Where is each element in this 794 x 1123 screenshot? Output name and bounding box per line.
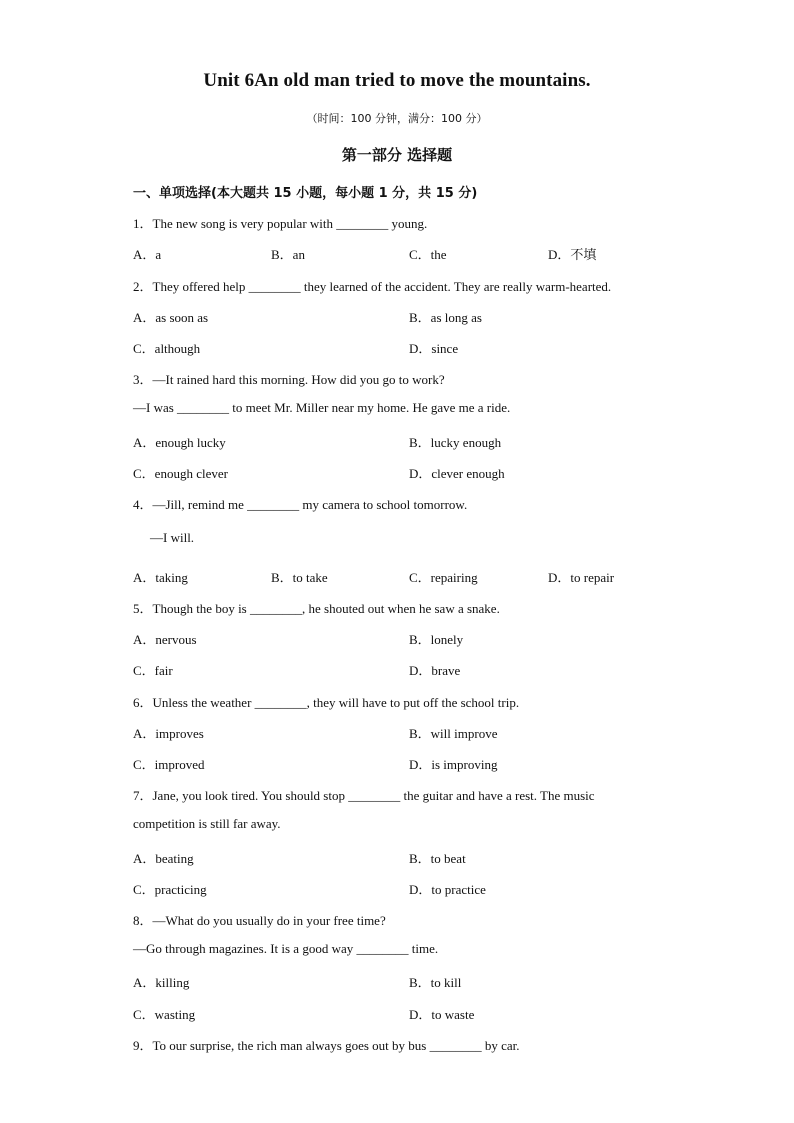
q7-option-c[interactable]: C．practicing (133, 882, 207, 897)
q5-option-c[interactable]: C．fair (133, 663, 173, 678)
question-1-stem: 1．The new song is very popular with ________ young. (133, 216, 428, 231)
question-4-stem-line-2: —I will. (150, 530, 195, 545)
page-title: Unit 6An old man tried to move the mountains. (203, 70, 591, 91)
q8-option-b[interactable]: B．to kill (409, 975, 462, 990)
q6-option-d[interactable]: D．is improving (409, 757, 498, 772)
q2-option-a[interactable]: A．as soon as (133, 310, 209, 325)
q1-option-c[interactable]: C．the (409, 247, 447, 262)
q2-option-d[interactable]: D．since (409, 341, 459, 356)
q1-option-a[interactable]: A．a (133, 247, 162, 262)
q6-option-a[interactable]: A．improves (133, 726, 204, 741)
section-title: 一、单项选择(本大题共 15 小题，每小题 1 分，共 15 分) (133, 186, 478, 201)
q4-option-a[interactable]: A．taking (133, 570, 188, 585)
q8-option-c[interactable]: C．wasting (133, 1007, 196, 1022)
q5-option-b[interactable]: B．lonely (409, 632, 464, 647)
q3-option-c[interactable]: C．enough clever (133, 466, 228, 481)
question-8-stem-line-2: —Go through magazines. It is a good way ________ time. (133, 941, 439, 956)
question-5-stem: 5．Though the boy is ________, he shouted out when he saw a snake. (133, 601, 500, 616)
q4-option-c[interactable]: C．repairing (409, 570, 478, 585)
q8-option-d[interactable]: D．to waste (409, 1007, 475, 1022)
q1-option-d[interactable]: D．不填 (548, 247, 597, 262)
q6-option-b[interactable]: B．will improve (409, 726, 498, 741)
question-9-stem: 9．To our surprise, the rich man always goes out by bus ________ by car. (133, 1038, 520, 1053)
question-3-stem: 3．—It rained hard this morning. How did you go to work? (133, 372, 445, 387)
q3-option-a[interactable]: A．enough lucky (133, 435, 226, 450)
q6-option-c[interactable]: C．improved (133, 757, 205, 772)
q4-option-d[interactable]: D．to repair (548, 570, 615, 585)
question-4-stem: 4．—Jill, remind me ________ my camera to school tomorrow. (133, 497, 468, 512)
question-7-stem: 7．Jane, you look tired. You should stop ________ the guitar and have a rest. The music (133, 788, 595, 803)
question-2-stem: 2．They offered help ________ they learned of the accident. They are really warm-hearted. (133, 279, 612, 294)
question-7-stem-line-2: competition is still far away. (133, 816, 281, 831)
exam-info: （时间：100 分钟，满分：100 分） (306, 112, 488, 125)
q2-option-b[interactable]: B．as long as (409, 310, 482, 325)
part-title: 第一部分 选择题 (341, 146, 453, 164)
q8-option-a[interactable]: A．killing (133, 975, 190, 990)
question-8-stem: 8．—What do you usually do in your free time? (133, 913, 386, 928)
q7-option-d[interactable]: D．to practice (409, 882, 486, 897)
question-3-stem-line-2: —I was ________ to meet Mr. Miller near my home. He gave me a ride. (133, 400, 511, 415)
q1-option-b[interactable]: B．an (271, 247, 305, 262)
q2-option-c[interactable]: C．although (133, 341, 201, 356)
q3-option-d[interactable]: D．clever enough (409, 466, 505, 481)
q5-option-a[interactable]: A．nervous (133, 632, 197, 647)
q5-option-d[interactable]: D．brave (409, 663, 461, 678)
q7-option-a[interactable]: A．beating (133, 851, 194, 866)
q4-option-b[interactable]: B．to take (271, 570, 328, 585)
question-6-stem: 6．Unless the weather ________, they will have to put off the school trip. (133, 695, 520, 710)
q7-option-b[interactable]: B．to beat (409, 851, 466, 866)
q3-option-b[interactable]: B．lucky enough (409, 435, 502, 450)
